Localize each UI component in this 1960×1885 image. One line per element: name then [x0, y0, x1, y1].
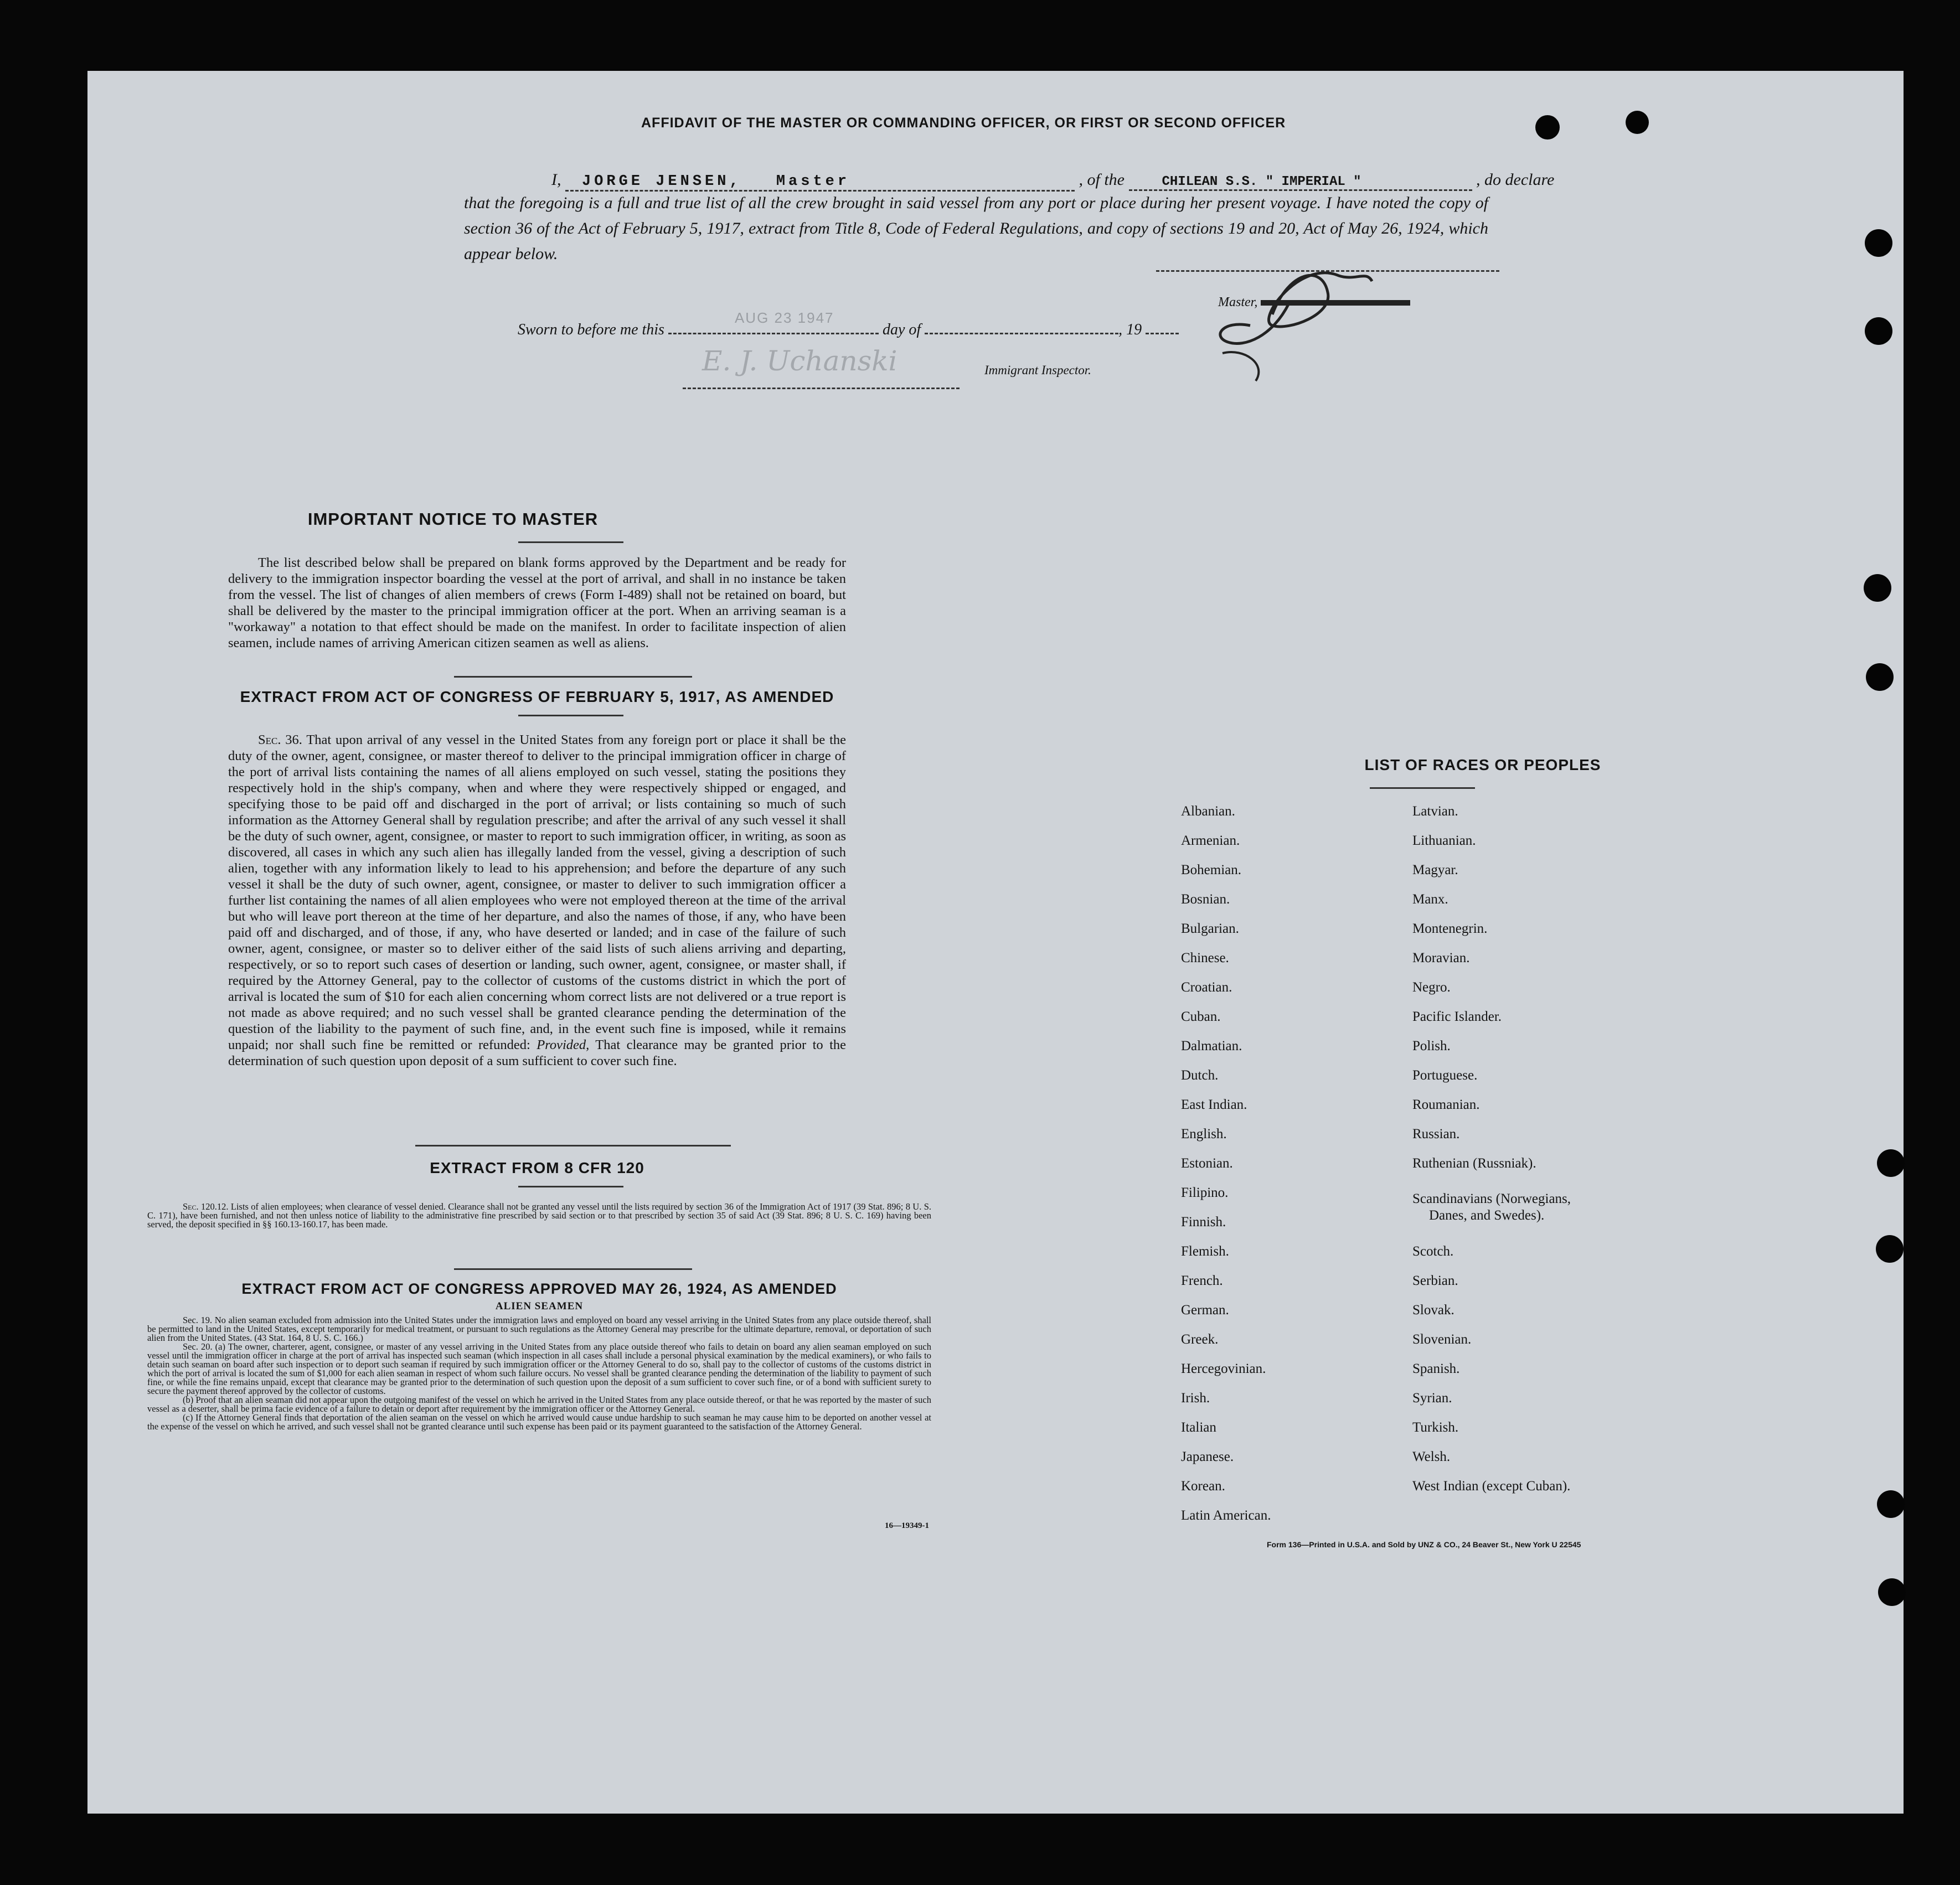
race-item: Flemish.: [1181, 1244, 1229, 1259]
struck-out-text: [1261, 300, 1410, 306]
of-the-label: , of the: [1079, 171, 1125, 189]
punch-hole: [1535, 115, 1560, 140]
race-item: Ruthenian (Russniak).: [1412, 1156, 1536, 1171]
race-item: Portuguese.: [1412, 1068, 1478, 1083]
race-item: Russian.: [1412, 1127, 1460, 1142]
sec-36-label: Sec. 36.: [258, 732, 302, 747]
race-item: Latin American.: [1181, 1508, 1271, 1523]
affidavit-paragraph: that the foregoing is a full and true list of all the crew brought in said vessel from any port or place during her present voyage. I have noted the copy of section 36 of the Act of February 5, 1917, extract from Title 8, Code of Federal Regulations, and copy of sections 19 and 20, Act of May 26, 1924, which appear below.: [464, 194, 1488, 263]
notice-text: The list described below shall be prepared on blank forms approved by the Department and be ready for delivery to the immigration inspector boarding the vessel at the port of arrival, and shall in no instance be taken from the vessel. The list of changes of alien members of crews (Form I-489) shall not be retained on board, but shall be delivered by the master to the principal immigration officer at the port. When an arriving seaman is a "workaway" a notation to that effect should be made on the manifest. In order to facilitate inspection of alien seamen, include names of arriving American citizen seamen as well as aliens.: [228, 555, 846, 650]
race-item: Irish.: [1181, 1391, 1210, 1406]
sworn-line: [518, 309, 1179, 339]
race-item: Montenegrin.: [1412, 921, 1488, 936]
affidavit-declaration-line: [551, 171, 1555, 192]
form-code: 16—19349-1: [885, 1521, 929, 1530]
sec-20c-text: (c) If the Attorney General finds that deportation of the alien seaman on the vessel on which he arrived would cause undue hardship to such seaman he may cause him to be deported on another vessel at the expense of the vessel on which he arrived, and such vessel shall not be granted clearance until such expense has been paid or its payment guaranteed to the satisfaction of the Attorney General.: [147, 1412, 931, 1432]
race-item: Turkish.: [1412, 1420, 1459, 1435]
race-item: Korean.: [1181, 1479, 1225, 1494]
race-item: Negro.: [1412, 980, 1451, 995]
punch-hole: [1876, 1235, 1904, 1263]
race-item: East Indian.: [1181, 1097, 1247, 1112]
affidavit-heading: AFFIDAVIT OF THE MASTER OR COMMANDING OFFICER, OR FIRST OR SECOND OFFICER: [641, 115, 1286, 131]
race-item: Pacific Islander.: [1412, 1009, 1502, 1024]
race-item: Slovenian.: [1412, 1332, 1472, 1347]
race-item: Manx.: [1412, 892, 1448, 907]
extract-1917-title: EXTRACT FROM ACT OF CONGRESS OF FEBRUARY 5, 1917, AS AMENDED: [240, 688, 834, 705]
race-item: Roumanian.: [1412, 1097, 1480, 1112]
punch-hole: [1864, 574, 1891, 602]
race-item: Estonian.: [1181, 1156, 1233, 1171]
race-item: Danes, and Swedes).: [1429, 1208, 1545, 1223]
inspector-signature: E. J. Uchanski: [702, 345, 898, 377]
notice-title: IMPORTANT NOTICE TO MASTER: [307, 509, 599, 529]
race-item: Moravian.: [1412, 951, 1470, 965]
master-signature: [1189, 237, 1444, 425]
vessel-name: CHILEAN S.S. " IMPERIAL ": [1129, 174, 1472, 191]
sec-20b-text: (b) Proof that an alien seaman did not appear upon the outgoing manifest of the vessel on which he arrived in the United States from any place outside thereof, or that he was reported by the master of such vessel as a deserter, shall be prima facie evidence of a failure to detain or deport after requirement by the immigration officer or the Attorney General.: [147, 1395, 931, 1414]
i-label: I,: [551, 171, 561, 189]
race-item: Scotch.: [1412, 1244, 1454, 1259]
punch-hole: [1626, 111, 1649, 134]
divider: [415, 1145, 731, 1147]
race-item: Slovak.: [1412, 1303, 1454, 1318]
race-item: Bulgarian.: [1181, 921, 1239, 936]
sworn-label: Sworn to before me this: [518, 321, 664, 338]
race-item: Albanian.: [1181, 804, 1235, 819]
master-name: JORGE JENSEN,: [582, 173, 742, 190]
extract-cfr-title: EXTRACT FROM 8 CFR 120: [430, 1159, 644, 1176]
race-item: Greek.: [1181, 1332, 1219, 1347]
race-item: Finnish.: [1181, 1215, 1226, 1230]
race-item: Bohemian.: [1181, 863, 1242, 877]
master-title: Master: [776, 173, 850, 190]
race-item: Cuban.: [1181, 1009, 1221, 1024]
race-item: Polish.: [1412, 1039, 1451, 1053]
race-item: West Indian (except Cuban).: [1412, 1479, 1571, 1494]
punch-hole: [1866, 663, 1894, 691]
race-item: French.: [1181, 1273, 1223, 1288]
race-item: Dalmatian.: [1181, 1039, 1242, 1053]
race-item: Serbian.: [1412, 1273, 1458, 1288]
extract-cfr-text: Sec. 120.12. Lists of alien employees; when clearance of vessel denied. Clearance shall not be granted any vessel until the lists required by section 36 of the Immigration Act of 1917 (39 Stat. 896; 8 U. S. C. 171), have been furnished, and not then unless notice of liability to the administrative fine prescribed by said section or to that prescribed by section 35 of said Act (39 Stat. 896; 8 U. S. C. 169) having been served, the deposit specified in §§ 160.13-160.17, has been made.: [147, 1201, 932, 1230]
race-item: Welsh.: [1412, 1449, 1451, 1464]
race-item: Magyar.: [1412, 863, 1458, 877]
punch-hole: [1877, 1490, 1905, 1518]
year-label: , 19: [1118, 321, 1142, 338]
divider: [518, 715, 623, 716]
provided-word: Provided,: [537, 1037, 590, 1052]
sec-20a-text: Sec. 20. (a) The owner, charterer, agent, consignee, or master of any vessel arriving in the United States from any place outside thereof who fails to detain on board any alien seaman employed on such vessel until the immigration officer in charge at the port of arrival has inspected such seaman (which inspection in all cases shall include a personal physical examination by the medical examiners), or who fails to detain such seaman on board after such inspection or to deport such seaman if required by such immigration officer or the Attorney General to do so, shall pay to the collector of customs of the customs district in which the port of arrival is located the sum of $1,000 for each alien seaman in respect of whom such failure occurs. No vessel shall be granted clearance pending the determination of the liability to payment of such fine, or while the fine remains unpaid, except that clearance may be granted prior to the determination of such question upon the deposit of a sum sufficient to cover such fine, or of a bond with sufficient surety to secure the payment thereof approved by the collector of customs.: [147, 1341, 931, 1396]
divider: [1370, 787, 1475, 789]
day-of-label: day of: [882, 321, 921, 338]
race-item: Scandinavians (Norwegians,: [1412, 1191, 1571, 1206]
race-item: Hercegovinian.: [1181, 1361, 1266, 1376]
race-item: Chinese.: [1181, 951, 1229, 965]
race-item: Syrian.: [1412, 1391, 1452, 1406]
race-item: Croatian.: [1181, 980, 1232, 995]
punch-hole: [1865, 317, 1892, 345]
extract-1924-title: EXTRACT FROM ACT OF CONGRESS APPROVED MAY 26, 1924, AS AMENDED: [241, 1280, 837, 1297]
race-item: Armenian.: [1181, 833, 1240, 848]
race-item: Latvian.: [1412, 804, 1458, 819]
race-item: English.: [1181, 1127, 1227, 1142]
punch-hole: [1878, 1578, 1906, 1606]
race-item: Italian: [1181, 1420, 1216, 1435]
punch-hole: [1865, 229, 1892, 257]
divider: [454, 676, 692, 678]
race-item: Lithuanian.: [1412, 833, 1476, 848]
divider: [454, 1268, 692, 1270]
extract-1924-text: [147, 1316, 931, 1431]
inspector-label: Immigrant Inspector.: [984, 363, 1091, 377]
races-title: LIST OF RACES OR PEOPLES: [1364, 756, 1601, 773]
race-item: Dutch.: [1181, 1068, 1219, 1083]
divider: [518, 541, 623, 543]
race-item: Japanese.: [1181, 1449, 1234, 1464]
date-stamp: AUG 23 1947: [734, 309, 834, 326]
race-item: Spanish.: [1412, 1361, 1460, 1376]
extract-1924-subtitle: ALIEN SEAMEN: [495, 1300, 584, 1312]
punch-hole: [1877, 1149, 1905, 1177]
race-item: German.: [1181, 1303, 1229, 1318]
sec-19-text: Sec. 19. No alien seaman excluded from admission into the United States under the immigration laws and employed on board any vessel arriving in the United States from any place outside thereof, shall be permitted to land in the United States, except temporarily for medical treatment, or pursuant to such regulations as the Attorney General may prescribe for the ultimate departure, removal, or deportation of such alien from the United States. (43 Stat. 164, 8 U. S. C. 166.): [147, 1315, 931, 1343]
form-footer-note: Form 136—Printed in U.S.A. and Sold by UNZ & CO., 24 Beaver St., New York U 22545: [1267, 1540, 1581, 1549]
master-label: Master,: [1218, 295, 1258, 309]
document-page: [87, 71, 1904, 1814]
extract-1917-text: Sec. 36. That upon arrival of any vessel in the United States from any foreign port or place it shall be the duty of the owner, agent, consignee, or master thereof to deliver to the principal immigration officer in charge of the port of arrival lists containing the names of all aliens employed on such vessel, stating the positions they respectively hold in the ship's company, when and where they were respectively shipped or engaged, and specifying those to be paid off and discharged in the port of arrival; or lists containing so much of such information as the Attorney General shall by regulation prescribe; and after the arrival of any such vessel it shall be the duty of such owner, agent, consignee, or master to report to such immigration officer, in writing, as soon as discovered, all cases in which any such alien has illegally landed from the vessel, giving a description of such alien, together with any information likely to lead to his apprehension; and before the departure of any such vessel it shall be the duty of such owner, agent, consignee, or master to deliver to such immigration officer a further list containing the names of all alien employees who were not employed thereon at the time of the arrival but who will leave port thereon at the time of her departure, and also the names of those, if any, who have been paid off and discharged, and of those, if any, who have deserted or landed; and in case of the failure of such owner, agent, consignee, or master so to deliver either of the said lists of such aliens arriving and departing, respectively, or so to report such cases of desertion or landing, such owner, agent, consignee, or master shall, if required by the Attorney General, pay to the collector of customs of the customs district in which the port of arrival is located the sum of $10 for each alien concerning whom correct lists are not delivered or a true report is not made as above required; and no such vessel shall be granted clearance pending the determination of the question of the liability to the payment of such fine, and, in the event such fine is imposed, while it remains unpaid; nor shall such fine be remitted or refunded: Provided, That clearance may be granted prior to the determination of such question upon deposit of a sum sufficient to cover such fine.: [228, 732, 846, 1068]
divider: [518, 1186, 623, 1187]
race-item: Bosnian.: [1181, 892, 1230, 907]
do-declare-label: , do declare: [1476, 171, 1555, 189]
race-item: Filipino.: [1181, 1185, 1229, 1200]
